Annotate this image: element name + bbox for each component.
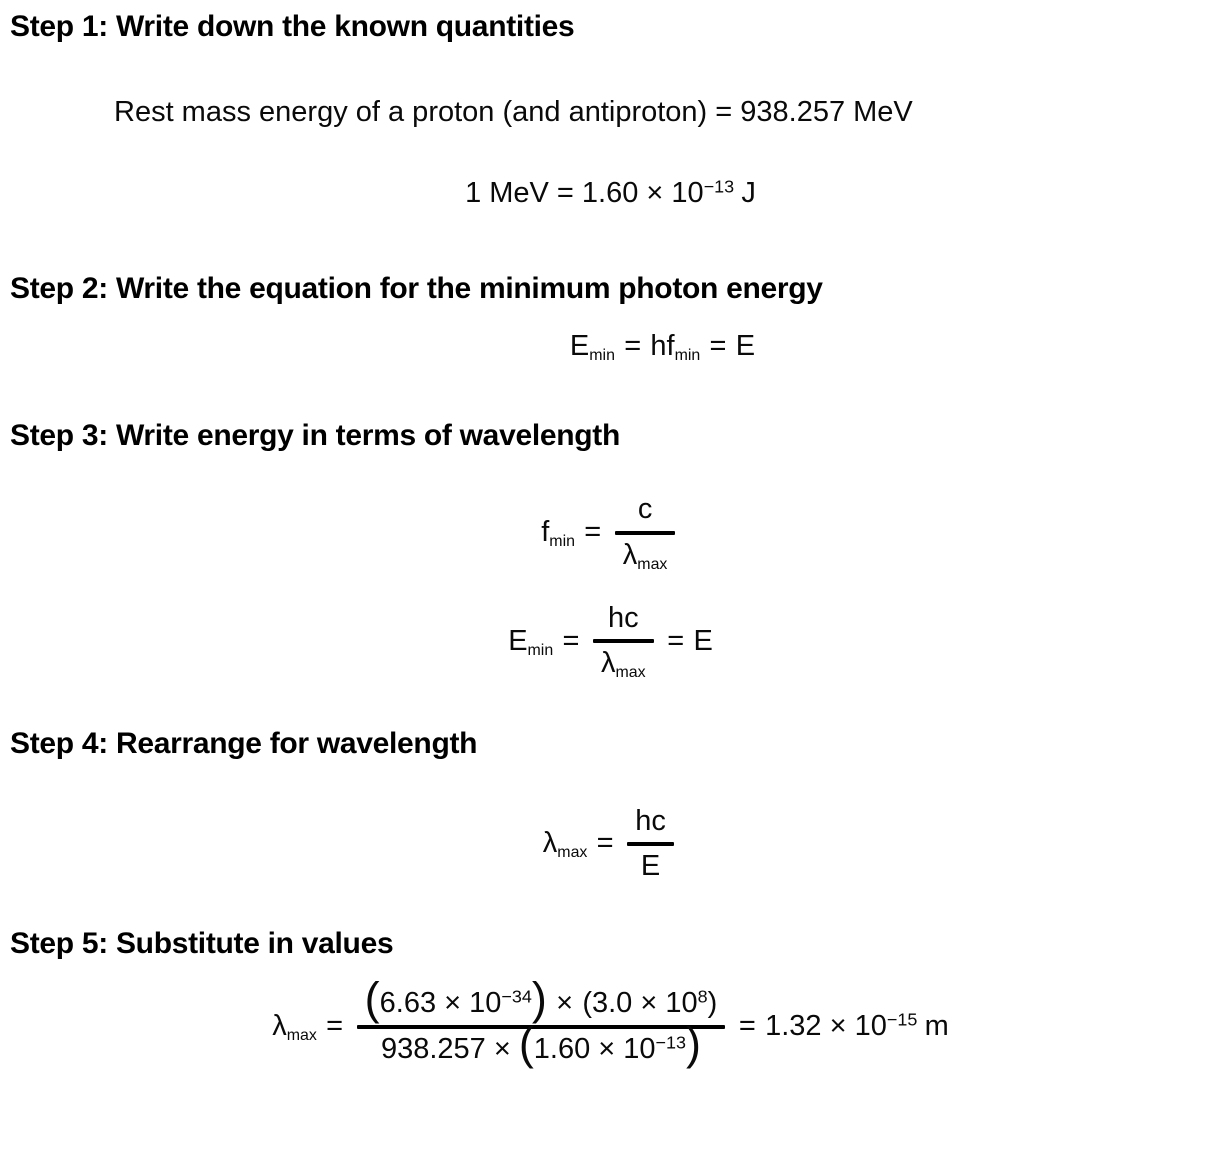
symbol-E: E	[693, 624, 713, 657]
fraction-bar	[627, 842, 674, 846]
step-3-heading: Step 3: Write energy in terms of wavelength	[10, 419, 621, 453]
symbol-lambda-max: $\lambda_{max}$	[272, 1010, 317, 1045]
symbol-hf-min: $hf_{min}$	[650, 330, 701, 365]
frequency-wavelength-equation	[10, 493, 1211, 572]
fraction-numerator: $(6.63 \times 10^{-34}) \times (3.0 \times 10^8)$	[364, 972, 718, 1024]
close-paren-tall: )	[686, 1018, 701, 1070]
symbol-E-min: $E_{min}$	[569, 330, 615, 365]
times-sign: ×	[556, 987, 574, 1020]
open-paren-tall: (	[364, 972, 380, 1024]
fraction-denominator: E	[640, 850, 661, 883]
fraction-bar	[357, 1025, 726, 1029]
min-photon-energy-equation	[62, 330, 1225, 363]
fraction-numerator: c	[637, 493, 653, 526]
step-4-section	[10, 727, 1211, 884]
fraction-denominator: $\lambda_{max}$	[622, 538, 668, 573]
fraction-c-over-lambda-max	[615, 493, 676, 572]
equals-sign: =	[584, 516, 602, 549]
equals-sign: =	[667, 624, 685, 657]
step-1-heading: Step 1: Write down the known quantities	[10, 10, 575, 43]
result-unit: m	[924, 1010, 949, 1043]
equals-sign: =	[709, 330, 727, 362]
result-value: $1.32 \times 10^{-15}$	[765, 1009, 918, 1043]
fraction-bar	[593, 639, 654, 643]
substitution-equation	[10, 972, 1211, 1070]
equals-sign: =	[596, 827, 614, 860]
symbol-E: E	[735, 330, 756, 362]
mev-conversion-exponent: −13	[703, 176, 735, 197]
step-2-section	[10, 272, 1211, 363]
step-5-heading: Step 5: Substitute in values	[10, 927, 394, 961]
fraction-hc-over-lambda-max	[593, 602, 654, 681]
equals-sign: =	[738, 1010, 756, 1043]
step-4-heading: Step 4: Rearrange for wavelength	[10, 726, 478, 760]
step-2-heading: Step 2: Write the equation for the minimum photon energy	[10, 272, 823, 305]
energy-wavelength-equation	[10, 602, 1211, 681]
step-1-section	[10, 10, 1211, 210]
rearranged-wavelength-equation	[10, 805, 1211, 884]
symbol-E-min: $E_{min}$	[508, 624, 554, 659]
mev-conversion-unit: J	[741, 177, 756, 209]
symbol-lambda-max: $\lambda_{max}$	[542, 827, 588, 862]
open-paren: (	[582, 987, 592, 1020]
mev-conversion-line	[10, 177, 1211, 210]
equals-sign: =	[624, 330, 642, 362]
fraction-numerator: hc	[635, 804, 666, 837]
mev-conversion-base: 1 MeV = 1.60 × 10	[465, 177, 704, 209]
equals-sign: =	[562, 624, 580, 657]
open-paren-tall: (	[518, 1018, 534, 1070]
close-paren-tall: )	[531, 972, 547, 1024]
equals-sign: =	[326, 1010, 344, 1043]
fraction-hc-over-E	[627, 805, 674, 884]
rest-mass-energy-line: Rest mass energy of a proton (and antiproton) = 938.257 MeV	[114, 96, 913, 128]
fraction-denominator: $\lambda_{max}$	[601, 647, 646, 682]
fraction-numerator: hc	[608, 602, 639, 635]
step-3-section	[10, 419, 1211, 680]
fraction-denominator: $938.257 \times (1.60 \times 10^{-13})$	[380, 1018, 701, 1070]
fraction-bar	[615, 531, 676, 535]
step-5-section	[10, 927, 1211, 1070]
symbol-f-min: $f_{min}$	[541, 516, 575, 551]
fraction-substituted-values	[357, 972, 726, 1070]
close-paren: )	[707, 987, 718, 1020]
